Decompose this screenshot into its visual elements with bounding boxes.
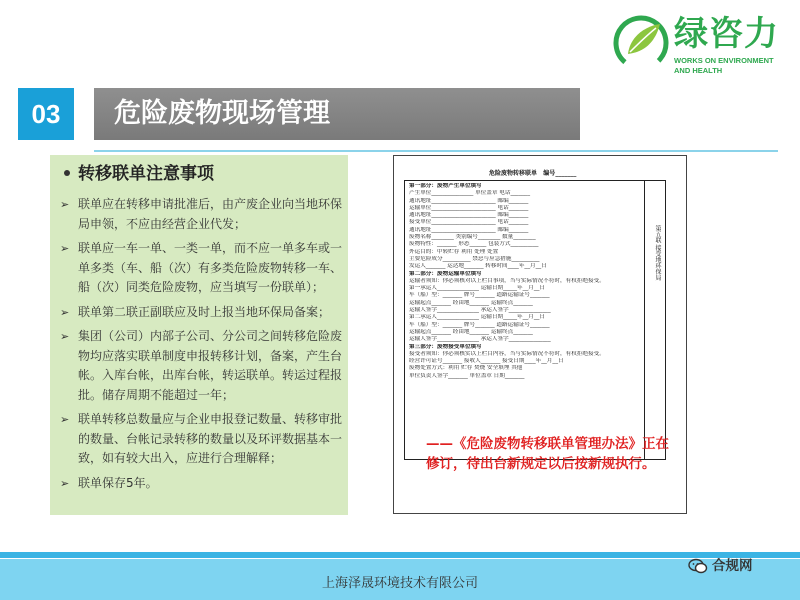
form-line: 经营许可证号_______ 接收人_______ 接受日期____年__月__日: [409, 358, 564, 365]
form-line: 接受者须知：你必须核实以上栏目内容，当与实际情况不符时，有权拒绝接受。: [409, 350, 605, 357]
transfer-form-image: [393, 155, 687, 514]
section-title: 危险废物现场管理: [114, 98, 330, 129]
transfer-form: [404, 180, 666, 460]
form-line: 外运目的：中转贮存 利用 处理 处置: [409, 248, 499, 255]
form-line: 第一承运人_______________ 运输日期_____年__月__日: [409, 285, 546, 292]
form-line: 单位负责人签字_______ 单位盖章 日期_______: [409, 372, 525, 379]
form-line: 主要危险成分__________ 禁忌与应急措施__________: [409, 255, 540, 262]
footer-band-dark: [0, 552, 800, 558]
form-line: 通讯地址_______________________ 邮编_______: [409, 212, 529, 219]
list-item-text: 集团（公司）内部子公司、分公司之间转移危险废物均应落实联单制度申报转移计划，备案，产生台帐。入库台帐，出库台帐，转运联单。转运过程报批。储存周期不能超过一年；: [78, 329, 343, 402]
form-line: 产生单位_______________ 单位盖章 电话_______: [409, 190, 531, 197]
leaf-circle-icon: [612, 14, 670, 72]
logo-title: 绿咨力: [674, 14, 779, 54]
form-number-label: 编号: [543, 170, 556, 177]
bullet-icon: [64, 170, 70, 176]
form-section-heading: 第一部分：废物产生单位填写: [409, 183, 482, 189]
arrow-bullet-icon: ➢: [60, 305, 70, 319]
form-line: 通讯地址_______________________ 邮编_______: [409, 197, 529, 204]
section-title-bar: [94, 88, 580, 140]
list-item: [60, 239, 342, 298]
logo-subtitle-line1: WORKS ON ENVIRONMENT: [674, 56, 774, 65]
form-line: 运输起点_______ 经由地_______ 运输终点_______: [409, 299, 533, 306]
form-section-heading: 第三部分：废物接受单位填写: [409, 343, 482, 350]
arrow-bullet-icon: ➢: [60, 476, 70, 490]
logo-subtitle-line2: AND HEALTH: [674, 66, 723, 75]
form-line: 接受单位_______________________ 电话_______: [409, 219, 529, 226]
list-item: [60, 327, 342, 405]
form-line: 车（船）型：_______ 牌号_______ 道路运输证号_______: [409, 321, 550, 328]
wechat-label: 合规网: [712, 558, 753, 574]
list-item-text: 联单保存5年。: [78, 475, 158, 490]
form-side-divider: [644, 181, 645, 459]
section-number: 03: [18, 88, 74, 140]
list-item: [60, 474, 342, 494]
form-section-heading: 第二部分：废物运输单位填写: [409, 270, 482, 277]
list-item: [60, 195, 342, 234]
notes-heading-text: 转移联单注意事项: [78, 164, 214, 184]
list-item: [60, 410, 342, 469]
arrow-bullet-icon: ➢: [60, 242, 70, 255]
form-line: 运输人签字_______________ 承运人签字_______________: [409, 336, 551, 343]
form-line: 运输单位_______________________ 电话_______: [409, 204, 529, 211]
notes-heading: [58, 161, 214, 187]
header-divider: [94, 150, 778, 152]
arrow-bullet-icon: ➢: [60, 330, 70, 343]
notes-list: [60, 195, 342, 498]
form-line: 通讯地址_______________________ 邮编_______: [409, 226, 529, 233]
list-item-text: 联单应一车一单、一类一单，而不应一单多车或一单多类（车、船（次）有多类危险废物转移一车、船（次）同类危险废物，应当填写一份联单）；: [78, 241, 343, 294]
form-line: 第二承运人_______________ 运输日期_____年__月__日: [409, 314, 546, 321]
footer-company: 上海泽晟环境技术有限公司: [321, 576, 478, 591]
form-line: 运输起点_______ 经由地_______ 运输终点_______: [409, 328, 533, 335]
wechat-icon: [688, 558, 708, 574]
form-line: 发运人_______ 运达地_______ 转移时间____年__月__日: [409, 263, 547, 270]
arrow-bullet-icon: ➢: [60, 413, 70, 426]
list-item-text: 联单第二联正副联应及时上报当地环保局备案；: [78, 304, 331, 319]
form-line: 废物名称________ 类别编号________ 数量________: [409, 234, 536, 241]
form-title: 危险废物转移联单 编号_______: [489, 170, 577, 177]
form-line: 废物处置方式：利用 贮存 焚烧 安全填埋 其他: [409, 365, 523, 372]
form-side-text: 第五联 接受地环保局: [654, 225, 661, 281]
notes-panel: [50, 155, 348, 515]
form-line: 车（船）型：_______ 牌号_______ 道路运输证号_______: [409, 292, 550, 299]
wechat-watermark: [688, 554, 753, 574]
revision-note: ——《危险废物转移联单管理办法》正在修订，待出台新规定以后按新规执行。: [426, 436, 669, 472]
brand-logo: [612, 14, 790, 84]
form-line: 废物特性：_______ 形态______ 包装方式__________: [409, 241, 539, 248]
arrow-bullet-icon: ➢: [60, 198, 70, 211]
list-item-text: 联单转移总数量应与企业申报登记数量、转移审批的数量、台帐记录转移的数量以及环评数据基本一致，如有较大出入，应进行合理解释；: [78, 412, 343, 465]
list-item-text: 联单应在转移申请批准后，由产废企业向当地环保局申领，不应由经营企业代发；: [78, 197, 343, 231]
form-line: 运输人签字_______________ 承运人签字_______________: [409, 307, 551, 314]
list-item: [60, 303, 342, 323]
form-lines: [409, 183, 645, 380]
form-line: 运输者须知：你必须核对以上栏目事项，当与实际情况不符时，有权拒绝接受。: [409, 277, 605, 284]
